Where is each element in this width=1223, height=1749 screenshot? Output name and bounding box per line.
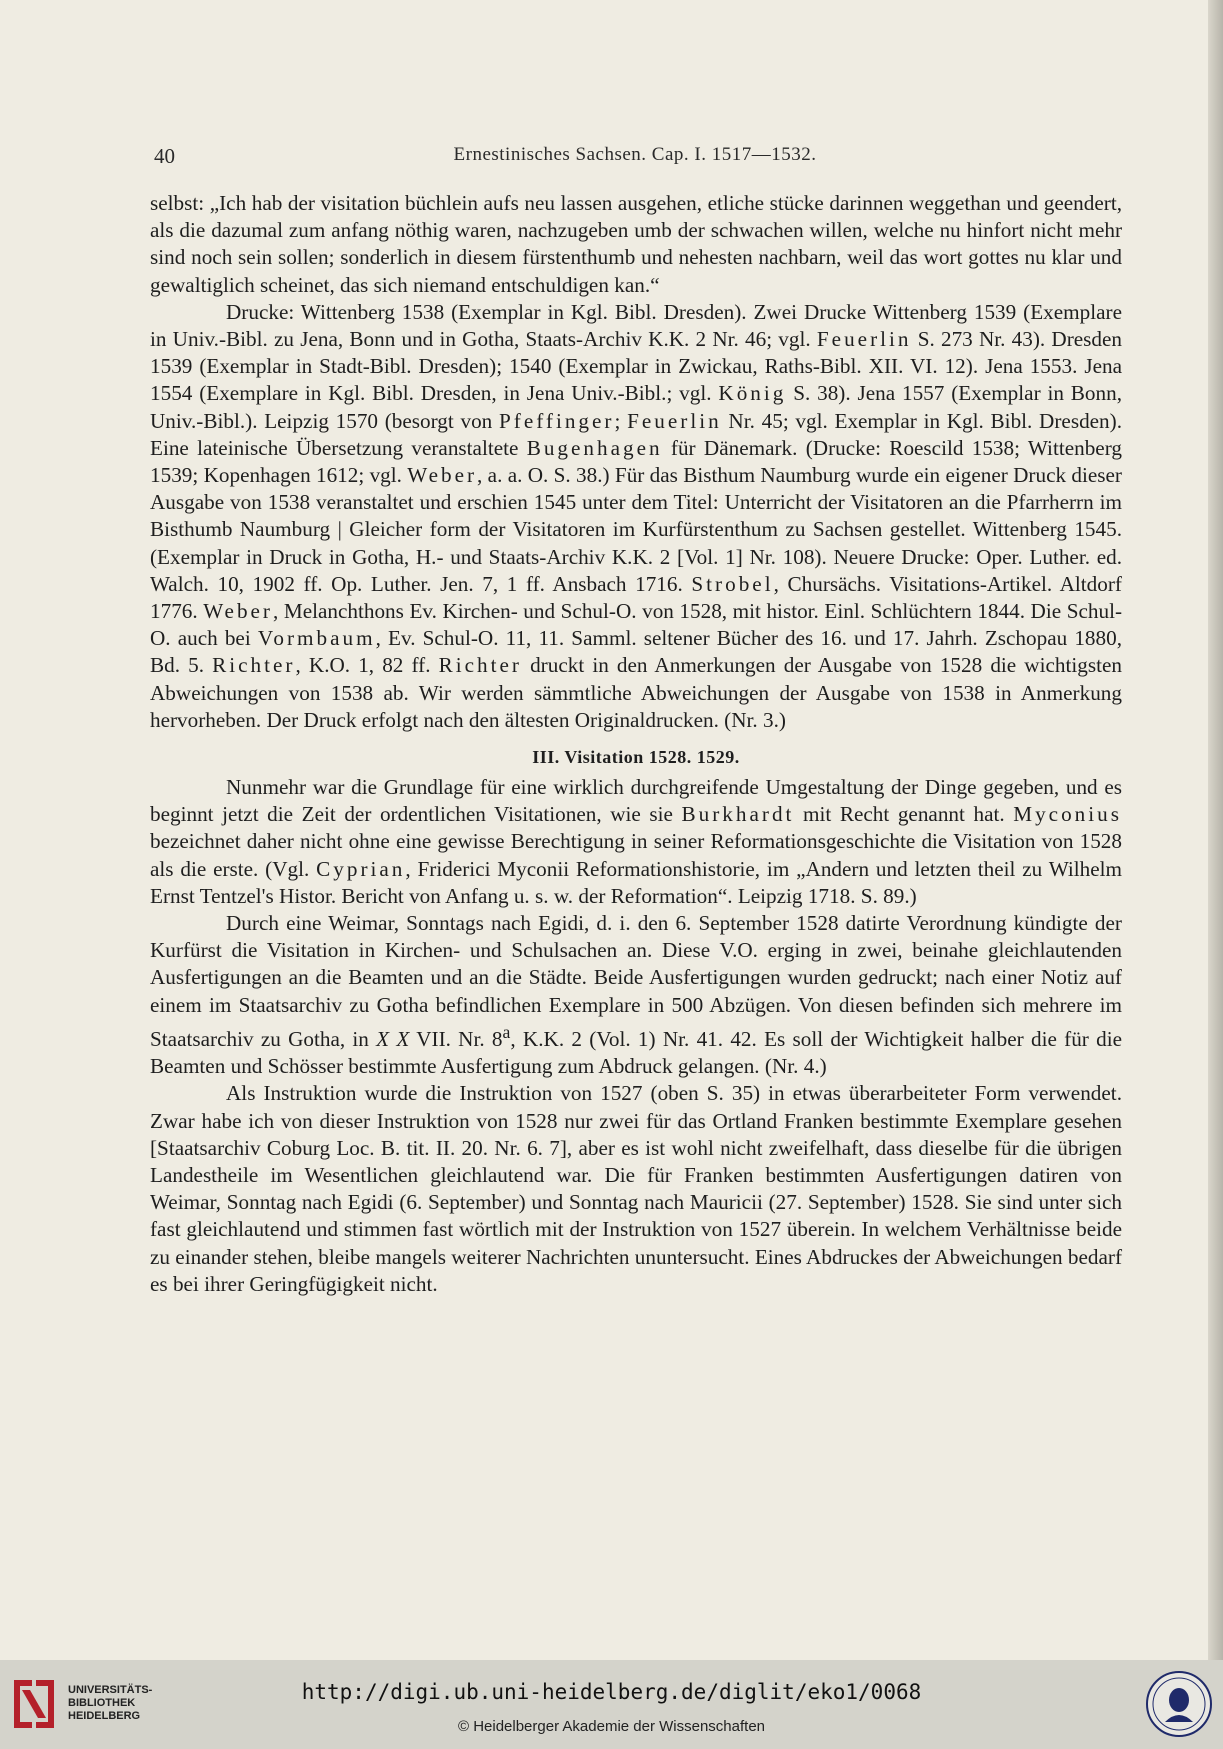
- author-name: Strobel: [691, 571, 774, 596]
- author-name: Feuerlin: [627, 408, 722, 433]
- academy-seal-icon: [1145, 1670, 1213, 1738]
- author-name: Weber: [407, 463, 478, 488]
- body-text: [150, 190, 1122, 1298]
- author-name: Weber: [203, 599, 273, 624]
- author-name: Burkhardt: [681, 802, 795, 827]
- paragraph-quote: selbst: „Ich hab der visitation büchlein aufs neu lassen ausgehen, etliche stücke darinnen weggethan und geendert, als die dazumal zum anfang nöthig waren, nachzugeben umb der schwachen willen, welche nu hinfort nicht mehr sind noch sein sollen; sonderlich in diesem fürstenthumb und nehesten nachbarn, weil das wort gottes nu klar und gewaltiglich scheinet, das sich niemand entschuldigen kan.“: [150, 191, 1122, 297]
- paragraph-durch: Durch eine Weimar, Sonntags nach Egidi, d. i. den 6. September 1528 datirte Verordnung kündigte der Kurfürst die Visitation in Kirchen- und Schulsachen an. Diese V.O. erging in zwei, beinahe gleichlautenden Ausfertigungen an die Beamten und an die Städte. Beide Ausfertigungen wurden gedruckt; nach einer Notiz auf einem im Staatsarchiv zu Gotha befindlichen Exemplare in 500 Abzügen. Von diesen befinden sich mehrere im Staatsarchiv zu Gotha, in X X VII. Nr. 8$^a$, K.K. 2 (Vol. 1) Nr. 41. 42. Es soll der Wichtigkeit halber die für die Beamten und Schösser bestimmte Ausfertigung zum Abdruck gelangen. (Nr. 4.): [150, 911, 1122, 1079]
- page-edge: [1208, 0, 1223, 1660]
- page-header: [150, 144, 1120, 172]
- italic-signature: X X: [376, 1026, 410, 1051]
- author-name: Vormbaum: [257, 626, 376, 651]
- author-name: König: [718, 381, 787, 406]
- author-name: Richter: [438, 653, 522, 678]
- superscript: a: [502, 1021, 511, 1042]
- author-name: Cyprian: [316, 856, 406, 881]
- paragraph-instruktion: Als Instruktion wurde die Instruktion von 1527 (oben S. 35) in etwas überarbeiteter Form verwendet. Zwar habe ich von dieser Instruktion von 1528 nur zwei für das Ortland Franken bestimmte Exemplare gesehen [Staatsarchiv Coburg Loc. B. tit. II. 20. Nr. 6. 7], aber es ist wohl nicht zweifelhaft, dass dieselbe für die übrigen Landestheile im Wesentlichen gleichlautend war. Die für Franken bestimmten Ausfertigungen datiren von Weimar, Sonntag nach Egidi (6. September) und Sonntag nach Mauricii (27. September) 1528. Sie sind unter sich fast gleichlautend und stimmen fast wörtlich mit der Instruktion von 1527 überein. In welchem Verhältnisse beide zu einander stehen, bleibe mangels weiterer Nachrichten ununtersucht. Eines Abdruckes der Abweichungen bedarf es bei ihrer Geringfügigkeit nicht.: [150, 1081, 1122, 1296]
- author-name: Bugenhagen: [526, 435, 663, 460]
- paragraph-drucke: Drucke: Wittenberg 1538 (Exemplar in Kgl. Bibl. Dresden). Zwei Drucke Wittenberg 1539 (Exemplare in Univ.-Bibl. zu Jena, Bonn und in Gotha, Staats-Archiv K.K. 2 Nr. 46; vgl. Feuerlin S. 273 Nr. 43). Dresden 1539 (Exemplar in Stadt-Bibl. Dresden); 1540 (Exemplar in Zwickau, Raths-Bibl. XII. VI. 12). Jena 1553. Jena 1554 (Exemplare in Kgl. Bibl. Dresden, in Jena Univ.-Bibl.; vgl. König S. 38). Jena 1557 (Exemplar in Bonn, Univ.-Bibl.). Leipzig 1570 (besorgt von Pfeffinger; Feuerlin Nr. 45; vgl. Exemplar in Kgl. Bibl. Dresden). Eine lateinische Übersetzung veranstaltete Bugenhagen für Dänemark. (Drucke: Roescild 1538; Wittenberg 1539; Kopenhagen 1612; vgl. Weber, a. a. O. S. 38.) Für das Bisthum Naumburg wurde ein eigener Druck dieser Ausgabe von 1538 veranstaltet und erschien 1545 unter dem Titel: Unterricht der Visitatoren an die Pfarrherrn im Bisthumb Naumburg | Gleicher form der Visitatoren im Kurfürstenthum zu Sachsen gestellet. Wittenberg 1545. (Exemplar in Druck in Gotha, H.- und Staats-Archiv K.K. 2 [Vol. 1] Nr. 108). Neuere Drucke: Oper. Luther. ed. Walch. 10, 1902 ff. Op. Luther. Jen. 7, 1 ff. Ansbach 1716. Strobel, Chursächs. Visitations-Artikel. Altdorf 1776. Weber, Melanchthons Ev. Kirchen- und Schul-O. von 1528, mit histor. Einl. Schlüchtern 1844. Die Schul-O. auch bei Vormbaum, Ev. Schul-O. 11, 11. Samml. seltener Bücher des 16. und 17. Jahrh. Zschopau 1880, Bd. 5. Richter, K.O. 1, 82 ff. Richter druckt in den Anmerkungen der Ausgabe von 1528 die wichtigsten Abweichungen von 1538 ab. Wir werden sämmtliche Abweichungen der Ausgabe von 1538 in Anmerkung hervorheben. Der Druck erfolgt nach den ältesten Originaldrucken. (Nr. 3.): [150, 299, 1123, 732]
- author-name: Myconius: [1013, 802, 1122, 827]
- footer-bar: [0, 1660, 1223, 1749]
- author-name: Feuerlin: [816, 327, 912, 352]
- permalink-url[interactable]: http://digi.ub.uni-heidelberg.de/diglit/eko1/0068: [301, 1680, 922, 1704]
- author-name: Pfeffinger: [498, 408, 615, 433]
- library-name: UNIVERSITÄTS- BIBLIOTHEK HEIDELBERG: [68, 1684, 153, 1722]
- author-name: Richter: [212, 653, 296, 678]
- page-number: 40: [154, 144, 175, 168]
- paragraph-nunmehr: Nunmehr war die Grundlage für eine wirklich durchgreifende Umgestaltung der Dinge gegeben, und es beginnt jetzt die Zeit der ordentlichen Visitationen, wie sie Burkhardt mit Recht genannt hat. Myconius bezeichnet daher nicht ohne eine gewisse Berechtigung in seiner Reformationsgeschichte die Visitation von 1528 als die erste. (Vgl. Cyprian, Friderici Myconii Reformationshistorie, im „Andern und letzten theil zu Wilhelm Ernst Tentzel's Histor. Bericht von Anfang u. s. w. der Reformation“. Leipzig 1718. S. 89.): [150, 775, 1122, 908]
- copyright-notice: © Heidelberger Akademie der Wissenschaften: [457, 1718, 766, 1735]
- section-heading: III. Visitation 1528. 1529.: [532, 747, 740, 768]
- running-title: Ernestinisches Sachsen. Cap. I. 1517—1532.: [453, 144, 817, 165]
